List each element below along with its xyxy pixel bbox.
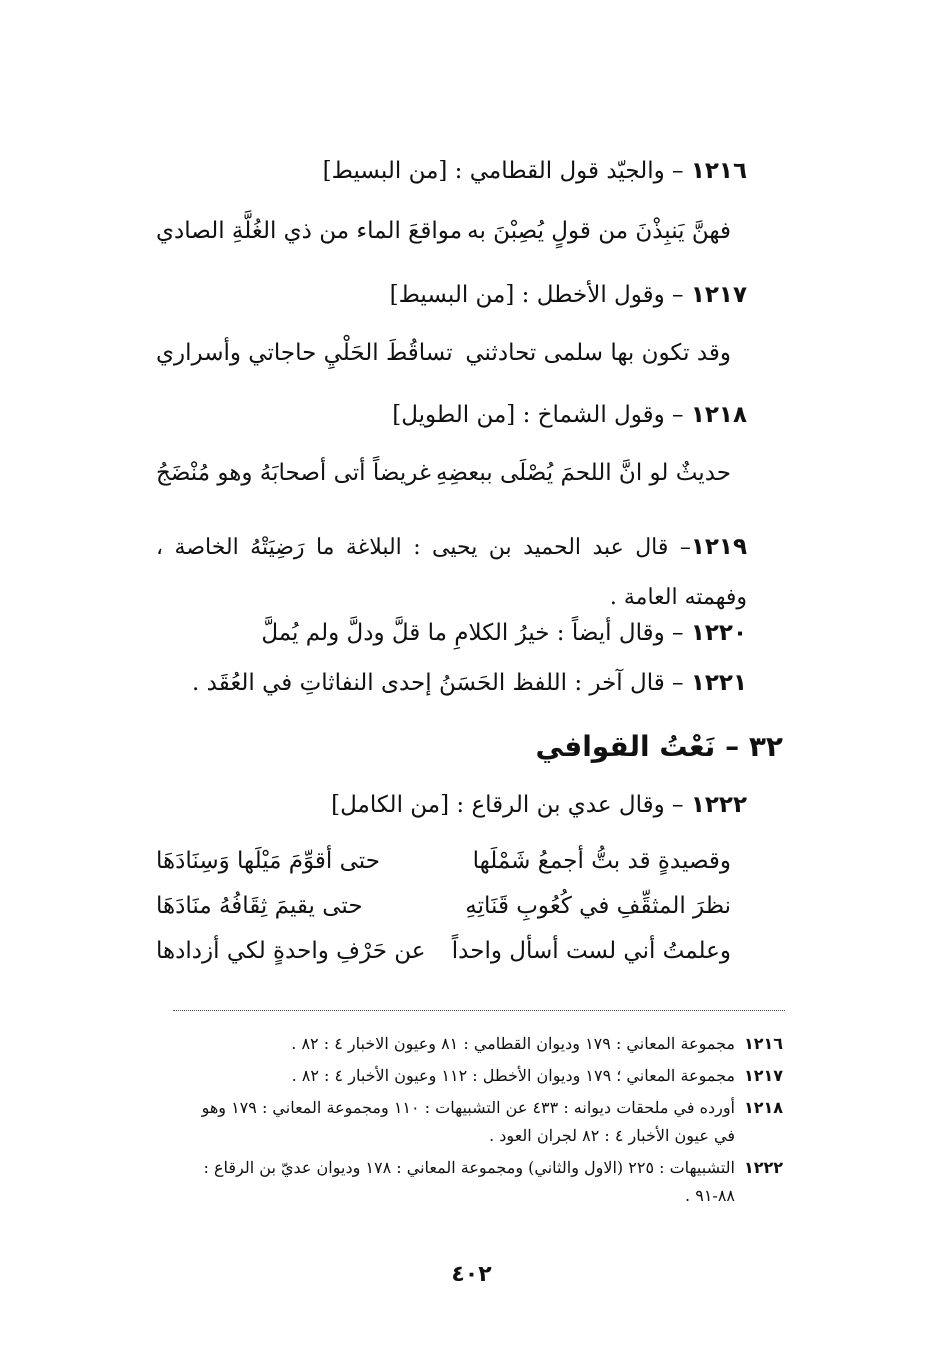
verse-1218-second-hemistich: غريضاً أتى أصحابَهُ وهو مُنْضَجُ [156, 460, 431, 486]
page-number: ٤٠٢ [451, 1262, 492, 1287]
entry-1217-intro [390, 282, 747, 308]
verse-1218-first-hemistich: حديثٌ لو انَّ اللحمَ يُصْلَى ببعضِهِ [435, 460, 731, 486]
entry-text: – وقال عدي بن الرقاع : [من الكامل] [331, 792, 691, 818]
verse-1222-1-second-hemistich: حتى أقوِّمَ مَيْلَها وَسِنَادَهَا [156, 848, 380, 874]
verse-1222-1-first-hemistich: وقصيدةٍ قد بتُّ أجمعُ شَمْلَها [472, 848, 731, 874]
footnote-number: ١٢١٨ [743, 1098, 783, 1117]
verse-1216-second-hemistich: مواقعَ الماء من ذي الغُلَّةِ الصادي [156, 218, 463, 244]
entry-number: ١٢٢٢ [690, 792, 747, 818]
entry-1218-intro [392, 402, 747, 428]
verse-1216-first-hemistich: فهنَّ يَنبِذْنَ من قولٍ يُصِبْنَ به [467, 218, 731, 244]
entry-text: – وقول الأخطل : [من البسيط] [389, 282, 691, 308]
footnote-number: ١٢١٧ [743, 1066, 783, 1085]
verse-1217-first-hemistich: وقد تكون بها سلمى تحادثني [465, 340, 731, 366]
entry-number: ١٢١٦ [690, 158, 747, 184]
entry-1221 [192, 670, 747, 696]
entry-1216-intro [323, 158, 747, 184]
footnote-continuation: في عيون الأخبار ٤ : ٨٢ لجران العود . [489, 1126, 735, 1145]
verse-1222-2-second-hemistich: حتى يقيمَ ثِقَافُهُ منَادَهَا [156, 893, 363, 919]
footnote-text: أورده في ملحقات ديوانه : ٤٣٣ عن التشبيهات : ١١٠ ومجموعة المعاني : ١٧٩ وهو [201, 1098, 735, 1117]
entry-text: – وقال أيضاً : خيرُ الكلامِ ما قلَّ ودلَّ ولم يُملَّ [261, 620, 691, 646]
entry-number: ١٢١٧ [690, 282, 747, 308]
verse-1222-3-first-hemistich: وعلمتُ أني لست أسأل واحداً [451, 938, 731, 964]
section-heading [536, 730, 783, 763]
footnote-separator [173, 1010, 785, 1011]
entry-number: ١٢١٨ [690, 402, 747, 428]
section-number: ٣٢ [748, 730, 783, 763]
footnote-text: مجموعة المعاني ؛ ١٧٩ وديوان الأخطل : ١١٢ وعيون الأخبار ٤ : ٨٢ . [291, 1066, 735, 1085]
entry-number: ١٢١٩ [690, 534, 747, 560]
footnote-1222 [156, 1154, 783, 1210]
section-title: – نَعْتُ القوافي [535, 730, 749, 763]
footnote-1218 [156, 1094, 783, 1150]
entry-number: ١٢٢١ [690, 670, 747, 696]
entry-1220 [261, 620, 747, 646]
entry-text: – قال آخر : اللفظ الحَسَنُ إحدى النفاثاتِ في العُقَد . [192, 670, 691, 696]
entry-1219 [156, 522, 747, 623]
footnote-number: ١٢٢٢ [743, 1158, 783, 1177]
footnote-number: ١٢١٦ [743, 1034, 783, 1053]
footnote-continuation: ٨٨-٩١ . [685, 1186, 735, 1205]
entry-text: – قال عبد الحميد بن يحيى : البلاغة ما رَضِيَتْهُ الخاصة ، وفهمته العامة . [156, 535, 747, 610]
verse-1222-3-second-hemistich: عن حَرْفِ واحدةٍ لكي أزدادها [156, 938, 426, 964]
verse-1222-2-first-hemistich: نظرَ المثقِّفِ في كُعُوبِ قَنَاتِهِ [465, 893, 731, 919]
entry-1222-intro [331, 792, 747, 818]
entry-text: – وقول الشماخ : [من الطويل] [392, 402, 691, 428]
footnote-text: التشبيهات : ٢٢٥ (الاول والثاني) ومجموعة المعاني : ١٧٨ وديوان عديّ بن الرقاع : [203, 1158, 735, 1177]
footnote-text: مجموعة المعاني : ١٧٩ وديوان القطامي : ٨١ وعيون الاخبار ٤ : ٨٢ . [291, 1034, 735, 1053]
footnote-1216 [156, 1030, 783, 1058]
verse-1217-second-hemistich: تساقُطَ الحَلْيِ حاجاتي وأسراري [156, 340, 453, 366]
entry-number: ١٢٢٠ [690, 620, 747, 646]
footnote-1217 [156, 1062, 783, 1090]
entry-text: – والجيّد قول القطامي : [من البسيط] [322, 158, 691, 184]
